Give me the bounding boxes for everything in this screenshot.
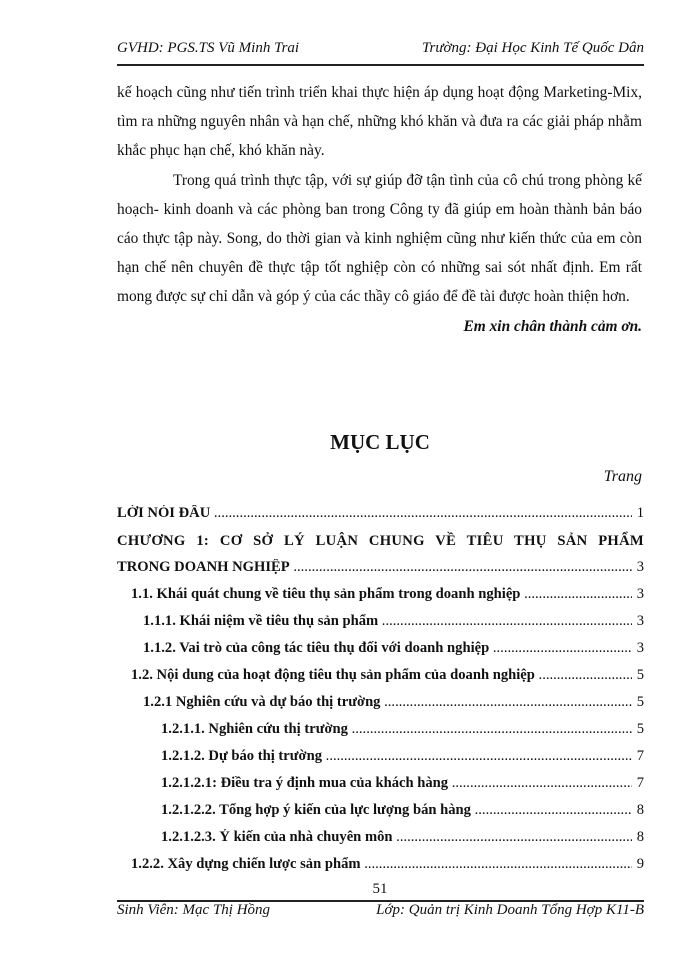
toc-entry-label: 1.2.1.2.3. Ý kiến của nhà chuyên môn bbox=[161, 829, 393, 845]
toc-entry[interactable] bbox=[117, 689, 644, 716]
toc-entry-label: 1.2. Nội dung của hoạt động tiêu thụ sản phẩm của doanh nghiệp bbox=[131, 667, 535, 683]
toc-entry-page: 3 bbox=[636, 586, 644, 602]
toc-entry-label: 1.2.1.2.1: Điều tra ý định mua của khách hàng bbox=[161, 775, 449, 791]
toc-title: MỤC LỤC bbox=[330, 430, 430, 454]
toc-entry-label: 1.2.1 Nghiên cứu và dự báo thị trường bbox=[143, 694, 381, 710]
toc-entry[interactable] bbox=[117, 716, 644, 743]
toc-chapter-line[interactable] bbox=[117, 527, 644, 554]
toc-entry-page: 8 bbox=[636, 802, 644, 818]
toc-entry-page: 3 bbox=[636, 613, 644, 629]
toc-entry-label: 1.2.1.2. Dự báo thị trường bbox=[161, 748, 323, 764]
paragraph-2: Trong quá trình thực tập, với sự giúp đỡ tận tình của cô chú trong phòng kế hoạch- kinh doanh và các phòng ban trong Công ty đã giúp em hoàn thành bản báo cáo thực tập này. Song, do thời gian và kinh nghiệm cũng như kiến thức của em còn hạn chế nên chuyên đề thực tập tốt nghiệp còn có những sai sót nhất định. Em rất mong được sự chỉ dẫn và góp ý của các thầy cô giáo để đề tài được hoàn thiện hơn. bbox=[117, 171, 642, 306]
toc-entry-page: 5 bbox=[636, 694, 644, 710]
toc-entry[interactable] bbox=[117, 797, 644, 824]
toc-entry-label: LỜI NÓI ĐẦU bbox=[117, 505, 211, 521]
footer-student: Sinh Viên: Mạc Thị Hồng bbox=[117, 902, 271, 918]
toc-entry[interactable] bbox=[117, 554, 644, 581]
toc-entry-page: 5 bbox=[636, 721, 644, 737]
toc-entry[interactable] bbox=[117, 851, 644, 878]
footer-class: Lớp: Quản trị Kinh Doanh Tổng Hợp K11-B bbox=[376, 902, 644, 918]
toc-entry-label: 1.2.1.1. Nghiên cứu thị trường bbox=[161, 721, 348, 737]
toc-entry-page: 1 bbox=[636, 505, 644, 521]
toc-entry-page: 3 bbox=[636, 640, 644, 656]
toc-entry[interactable] bbox=[117, 500, 644, 527]
table-of-contents bbox=[117, 500, 644, 878]
toc-entry-page: 7 bbox=[636, 775, 644, 791]
toc-entry-page: 5 bbox=[636, 667, 644, 683]
toc-entry[interactable] bbox=[117, 824, 644, 851]
toc-entry-label: 1.1. Khái quát chung về tiêu thụ sản phẩm trong doanh nghiệp bbox=[131, 586, 521, 602]
toc-chapter-label: CHƯƠNG 1: CƠ SỞ LÝ LUẬN CHUNG VỀ TIÊU THỤ SẢN PHẨM bbox=[117, 533, 644, 549]
paragraph-1: kế hoạch cũng như tiến trình triển khai thực hiện áp dụng hoạt động Marketing-Mix, tìm ra những nguyên nhân và hạn chế, những khó khăn và đưa ra các giải pháp nhằm khắc phục hạn chế, khó khăn này. bbox=[117, 84, 642, 160]
page-header bbox=[117, 38, 644, 66]
toc-entry-page: 7 bbox=[636, 748, 644, 764]
toc-entry[interactable] bbox=[117, 608, 644, 635]
page-number: 51 bbox=[372, 881, 388, 897]
toc-entry-page: 8 bbox=[636, 829, 644, 845]
header-school: Trường: Đại Học Kinh Tế Quốc Dân bbox=[421, 40, 644, 56]
toc-entry[interactable] bbox=[117, 743, 644, 770]
toc-page-label: Trang bbox=[603, 468, 642, 485]
toc-entry[interactable] bbox=[117, 581, 644, 608]
body-text bbox=[117, 78, 642, 341]
toc-entry[interactable] bbox=[117, 662, 644, 689]
header-advisor: GVHD: PGS.TS Vũ Minh Trai bbox=[117, 40, 300, 56]
thanks-line: Em xin chân thành cảm ơn. bbox=[463, 317, 642, 335]
toc-entry-label: 1.2.2. Xây dựng chiến lược sản phẩm bbox=[131, 856, 361, 872]
toc-entry-label: TRONG DOANH NGHIỆP bbox=[117, 559, 290, 575]
toc-entry-page: 3 bbox=[636, 559, 644, 575]
toc-entry-label: 1.1.1. Khái niệm về tiêu thụ sản phẩm bbox=[143, 613, 379, 629]
toc-entry[interactable] bbox=[117, 770, 644, 797]
toc-entry-page: 9 bbox=[636, 856, 644, 872]
toc-entry-label: 1.1.2. Vai trò của công tác tiêu thụ đối với doanh nghiệp bbox=[143, 640, 490, 656]
toc-entry[interactable] bbox=[117, 635, 644, 662]
toc-entry-label: 1.2.1.2.2. Tổng hợp ý kiến của lực lượng bán hàng bbox=[161, 802, 471, 818]
